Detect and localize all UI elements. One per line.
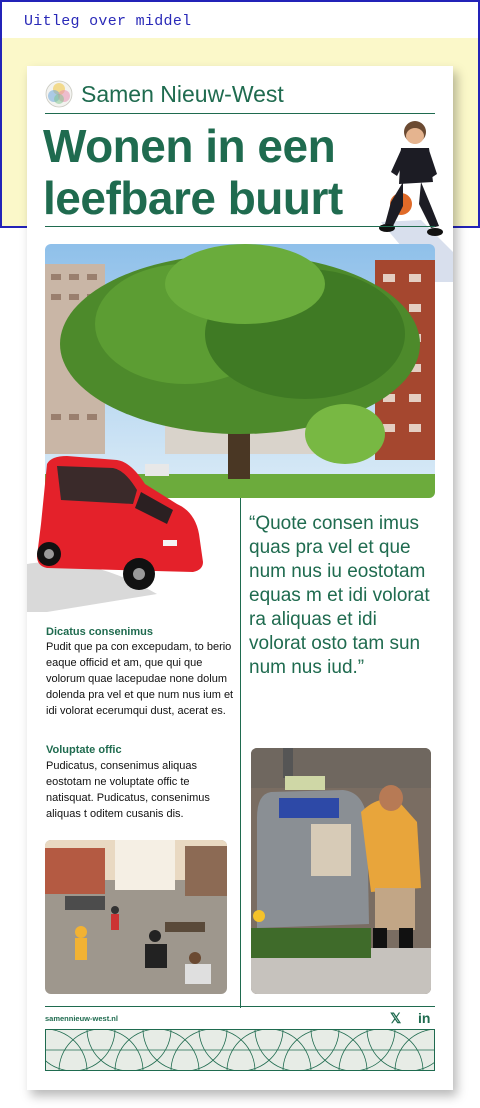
poster <box>27 66 453 1090</box>
street-photo <box>45 840 227 994</box>
decorative-pattern <box>45 1029 435 1071</box>
footer-rule <box>45 1006 435 1007</box>
red-car-illustration <box>27 444 213 612</box>
top-bar <box>0 0 480 40</box>
headline-rule <box>45 226 435 227</box>
page-title: Uitleg over middel <box>24 13 192 30</box>
section-heading-2: Voluptate offic <box>46 744 122 756</box>
section-body-1: Pudit que pa con excepudam, to berio eaque officid et am, que qui que volorum quae lacepudae none dolum dolenda pra vel et que num nus ium et idi volorat ecerumqui dust, acerat es. <box>46 641 234 717</box>
brand-name: Samen Nieuw-West <box>81 81 284 107</box>
linkedin-icon[interactable]: in <box>418 1010 431 1026</box>
website-link[interactable]: samennieuw-west.nl <box>45 1014 118 1023</box>
recycling-bin-photo <box>251 748 431 994</box>
pull-quote: “Quote consen imus quas pra vel et que num nus iu eostotam equas m et idi volorat ra aliquas et idi volorat osto tam sun num nus iud.” <box>249 513 430 678</box>
x-icon[interactable]: 𝕏 <box>390 1010 402 1026</box>
headline-line-1: Wonen in een <box>43 120 336 172</box>
section-body-2: Pudicatus, consenimus aliquas eostotam ne voluptate offic te natisquat. Pudicatus, consenimus aliquas t oditem cusanis dis. <box>46 760 210 820</box>
column-divider <box>240 498 241 1008</box>
headline-line-2: leefbare buurt <box>43 172 343 224</box>
section-heading-1: Dicatus consenimus <box>46 626 153 638</box>
logo-icon <box>45 80 73 108</box>
